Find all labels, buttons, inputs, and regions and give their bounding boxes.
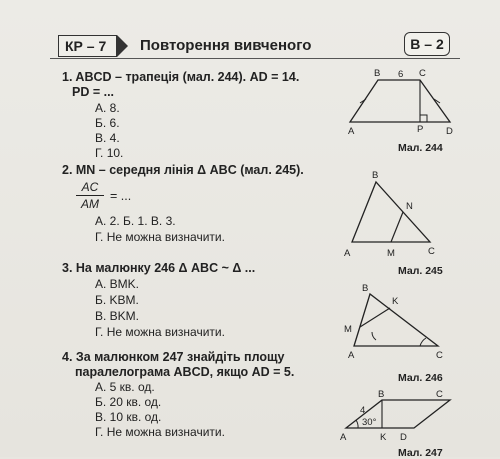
label-a: A (348, 350, 355, 361)
q2-options-row[interactable]: А. 2. Б. 1. В. 3. (95, 214, 176, 228)
right-angle-mark (420, 115, 427, 122)
caption-246: Мал. 246 (398, 372, 443, 384)
fraction-bar (76, 195, 104, 196)
angle-arc-c (420, 338, 426, 346)
label-p: P (417, 124, 424, 135)
q2-fraction (74, 180, 106, 211)
label-c: C (436, 389, 443, 400)
label-b: B (372, 170, 379, 181)
q2-fraction-denominator: AM (81, 197, 99, 211)
caption-247: Мал. 247 (398, 447, 443, 459)
label-c: C (428, 246, 435, 257)
q1-text-line1: 1. ABCD – трапеція (мал. 244). AD = 14. (62, 70, 300, 84)
label-6: 6 (398, 69, 404, 80)
label-d: D (400, 432, 407, 443)
label-b: B (374, 68, 381, 79)
q4-option-b[interactable]: Б. 20 кв. од. (95, 395, 162, 409)
q3-text-line1: 3. На малюнку 246 Δ ABC ~ Δ ... (62, 261, 256, 275)
figure-245-triangle (340, 172, 460, 262)
q1-option-b[interactable]: Б. 6. (95, 116, 120, 130)
q4-option-v[interactable]: В. 10 кв. од. (95, 410, 162, 424)
label-c: C (436, 350, 443, 361)
triangle-abc (352, 182, 430, 242)
label-30-degrees: 30° (362, 417, 377, 428)
trapezoid-shape (350, 80, 450, 122)
q2-option-g[interactable]: Г. Не можна визначити. (95, 230, 225, 244)
caption-245: Мал. 245 (398, 265, 443, 277)
page-title: Повторення вивченого (140, 37, 312, 54)
label-k: K (380, 432, 387, 443)
q2-text-line1: 2. MN – середня лінія Δ ABC (мал. 245). (62, 163, 304, 177)
q1-option-g[interactable]: Г. 10. (95, 146, 124, 160)
q4-text-line2: паралелограма ABCD, якщо AD = 5. (75, 365, 295, 379)
test-code-tag: КР – 7 (58, 35, 117, 57)
q4-option-g[interactable]: Г. Не можна визначити. (95, 425, 225, 439)
label-m: M (387, 248, 395, 259)
q1-option-a[interactable]: А. 8. (95, 101, 120, 115)
q4-text-line1: 4. За малюнком 247 знайдіть площу (62, 350, 285, 364)
figure-247-parallelogram (338, 389, 458, 443)
label-n: N (406, 201, 413, 212)
q4-option-a[interactable]: А. 5 кв. од. (95, 380, 155, 394)
label-a: A (344, 248, 351, 259)
label-k: K (392, 296, 399, 307)
label-b: B (378, 389, 385, 400)
label-d: D (446, 126, 453, 137)
label-a: A (348, 126, 355, 137)
angle-arc-a (356, 420, 358, 428)
figure-246-triangles (340, 282, 460, 362)
label-c: C (419, 68, 426, 79)
q2-fraction-numerator: AC (81, 180, 99, 194)
q3-option-g[interactable]: Г. Не можна визначити. (95, 325, 225, 339)
label-4: 4 (360, 405, 366, 416)
angle-arc-a (372, 332, 376, 340)
q2-fraction-rest: = ... (110, 189, 132, 203)
label-b: B (362, 283, 369, 294)
figure-244-trapezoid (340, 68, 460, 138)
variant-tag: В – 2 (404, 32, 450, 56)
q3-option-a[interactable]: А. BMK. (95, 277, 140, 291)
q1-option-v[interactable]: В. 4. (95, 131, 120, 145)
label-m: M (344, 324, 352, 335)
q1-text-line2: PD = ... (72, 85, 115, 99)
q3-option-b[interactable]: Б. KBM. (95, 293, 139, 307)
label-a: A (340, 432, 347, 443)
q3-option-v[interactable]: В. BKM. (95, 309, 140, 323)
midline-mn (391, 212, 403, 242)
caption-244: Мал. 244 (398, 142, 443, 154)
